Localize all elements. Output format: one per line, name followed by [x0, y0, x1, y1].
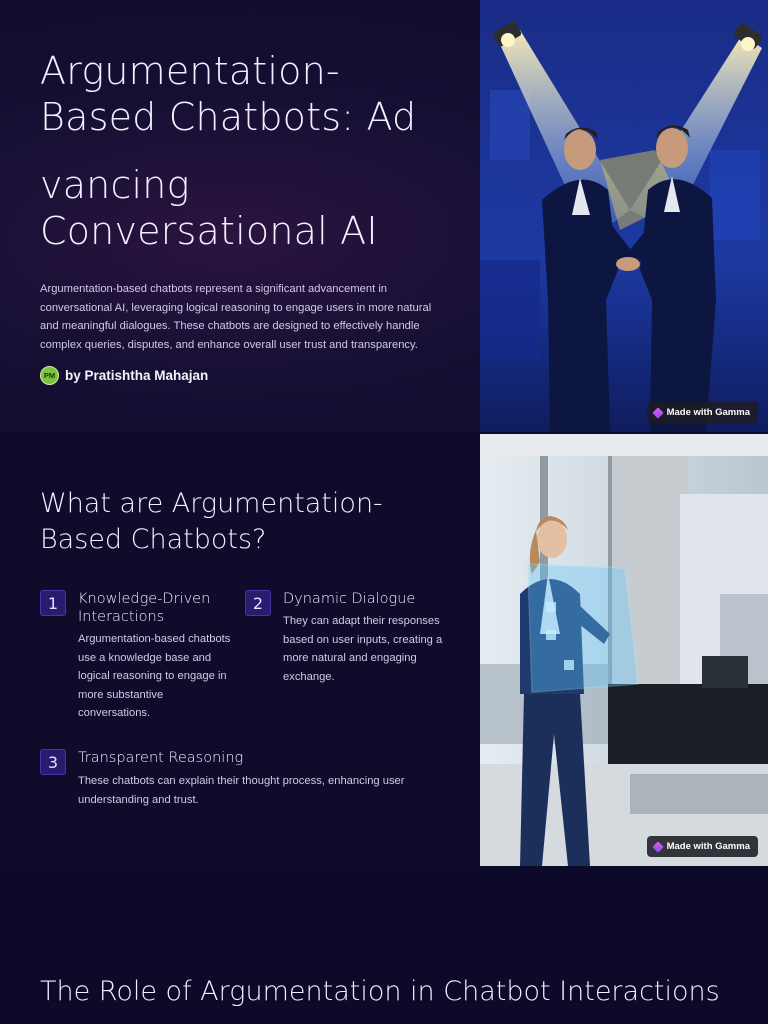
gamma-logo-icon [652, 407, 663, 418]
office-image [480, 434, 768, 866]
what-are-slide [0, 434, 480, 866]
role-slide [0, 868, 768, 1024]
number-badge: 2 [245, 590, 271, 616]
feature-card [245, 590, 460, 730]
number-badge: 1 [40, 590, 66, 616]
number-badge: 3 [40, 749, 66, 775]
section-title: The Role of Argumentation in Chatbot Interactions [40, 976, 720, 1007]
author-name: by Pratishtha Mahajan [65, 368, 209, 383]
badge-label: Made with Gamma [666, 407, 750, 418]
hero-title-line: Conversational AI [40, 209, 378, 253]
hero-description: Argumentation-based chatbots represent a significant advancement in conversational AI, leveraging logical reasoning to engage users in more natural and meaningful dialogues. These chatbots are designed to effectively handle complex queries, disputes, and enhance overall user trust and transparency. [40, 283, 432, 351]
card-title: Dynamic Dialogue [283, 591, 416, 607]
office-woman-photo [480, 434, 768, 866]
made-with-gamma-badge[interactable] [647, 402, 758, 423]
handshake-image [480, 0, 768, 432]
card-body: Argumentation-based chatbots use a knowledge base and logical reasoning to engage in more substantive conversations. [78, 633, 231, 719]
hero-title-line: vancing [40, 163, 190, 207]
card-title: Knowledge-Driven Interactions [78, 591, 211, 625]
author-byline [40, 366, 208, 385]
card-title: Transparent Reasoning [78, 750, 244, 766]
badge-label: Made with Gamma [666, 841, 750, 852]
feature-card [40, 749, 460, 829]
card-body: These chatbots can explain their thought process, enhancing user understanding and trust. [78, 775, 405, 806]
handshake-illustration [480, 0, 768, 432]
hero-title-line: Argumentation- [40, 49, 340, 93]
feature-card [40, 590, 240, 730]
hero-title [40, 48, 460, 254]
card-body: They can adapt their responses based on user inputs, creating a more natural and engaging exchange. [283, 615, 443, 683]
hero-title-line: Based Chatbots: Ad [40, 95, 417, 139]
gamma-logo-icon [652, 841, 663, 852]
avatar: PM [40, 366, 59, 385]
section-title: What are Argumentation-Based Chatbots? [40, 488, 383, 555]
made-with-gamma-badge[interactable] [647, 836, 758, 857]
